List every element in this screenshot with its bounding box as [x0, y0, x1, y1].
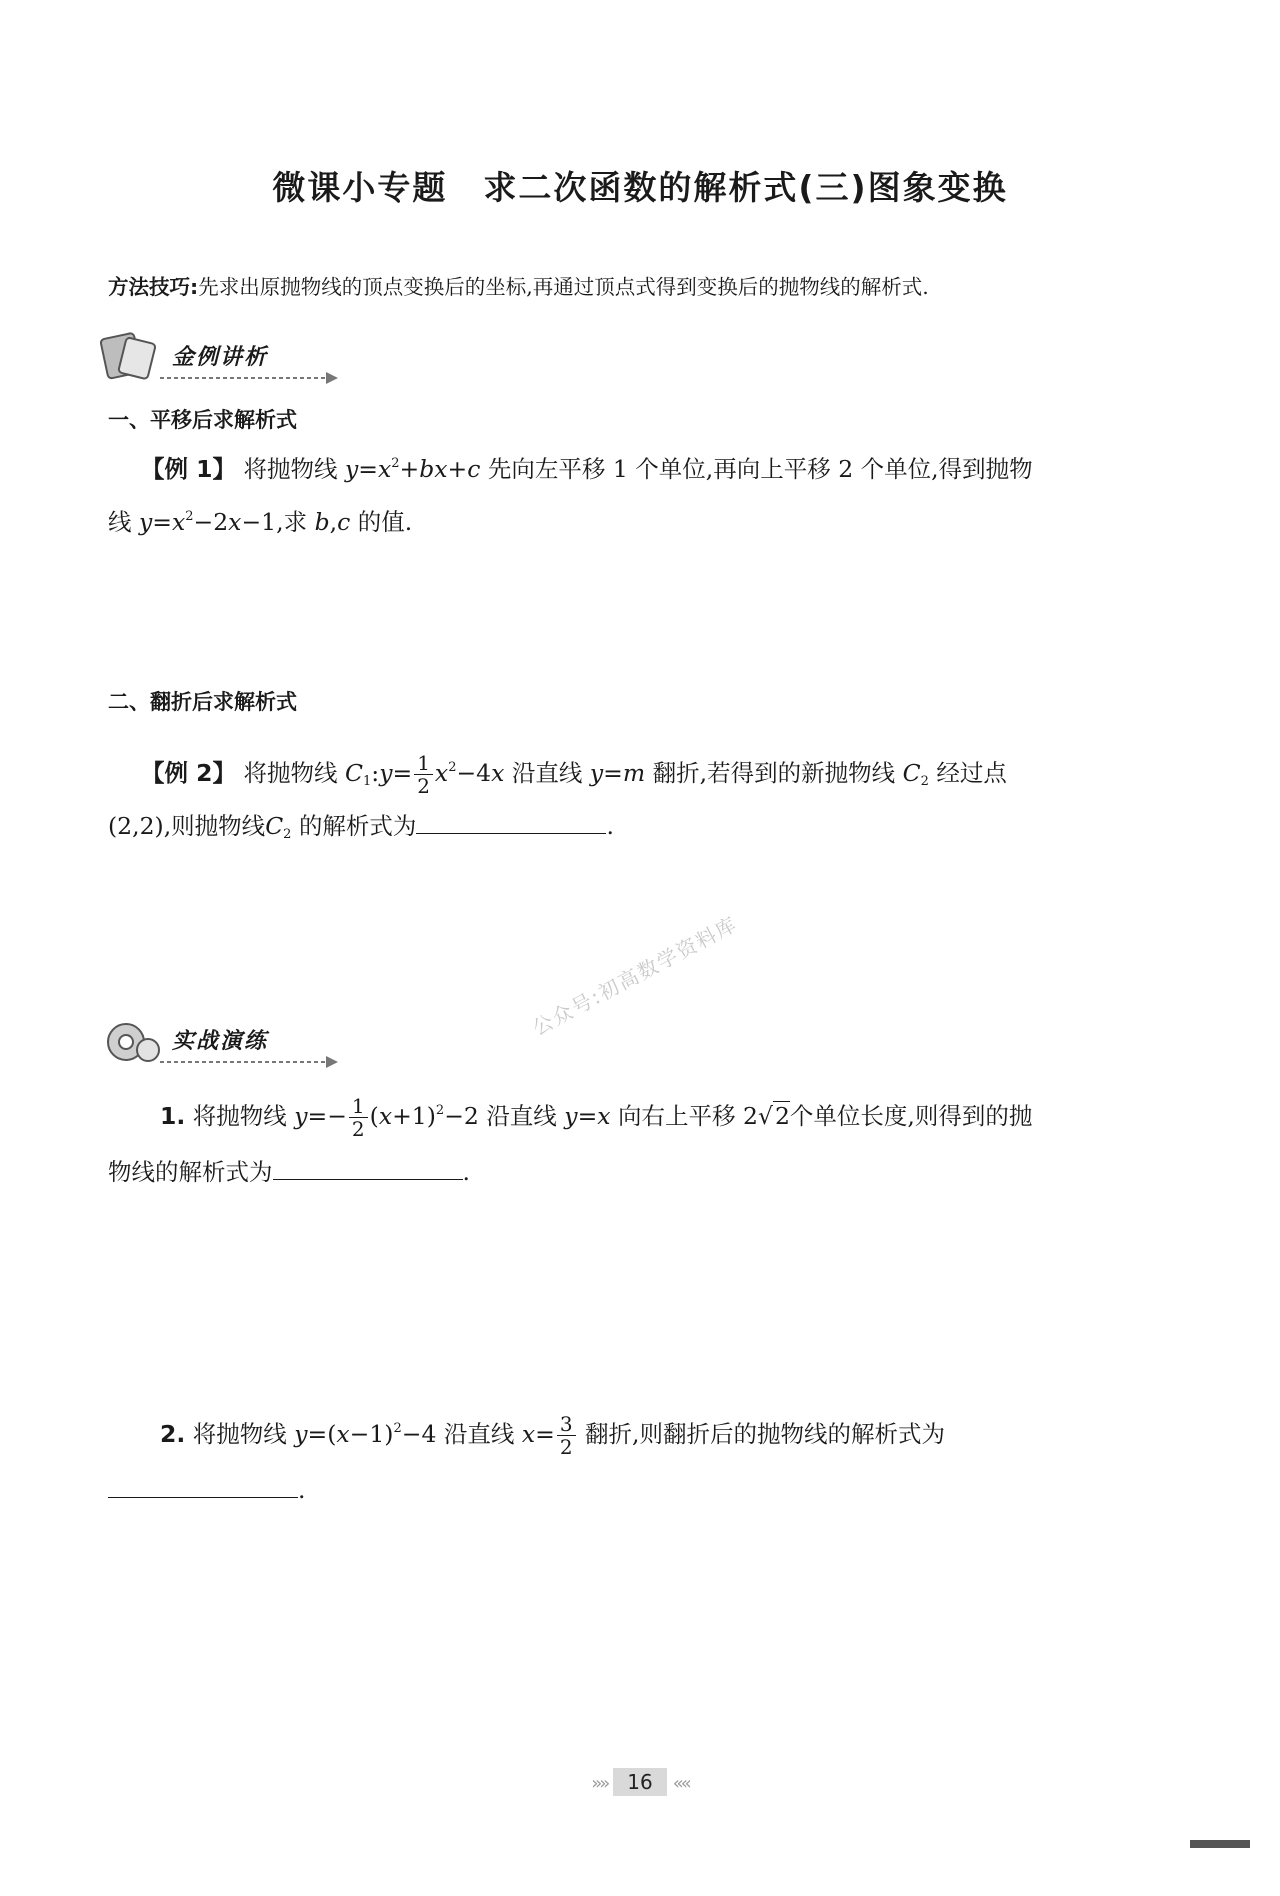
question-2-number: 2.	[160, 1420, 186, 1448]
example-2-text-6: 的解析式为	[298, 812, 417, 840]
question-1-text-5: 物线的解析式为	[108, 1158, 273, 1186]
page-title	[0, 162, 1280, 209]
tip-label: 方法技巧:	[108, 275, 199, 299]
answer-blank[interactable]	[416, 807, 606, 834]
question-2-text: 将抛物线	[192, 1420, 287, 1448]
example-2-text-4: 经过点	[936, 759, 1007, 787]
example-1-text-2: 先向左平移 1 个单位,再向上平移 2 个单位,得到抛物	[487, 455, 1033, 483]
question-1-text-3: 向右上平移	[618, 1102, 736, 1130]
scan-mark-icon	[1190, 1838, 1250, 1850]
question-1-text-4: 个单位长度,则得到的抛	[789, 1102, 1033, 1130]
answer-blank[interactable]	[273, 1153, 463, 1180]
example-1-text-5: 的值.	[357, 508, 413, 536]
page-number-value: 16	[613, 1768, 666, 1796]
banner-practice	[100, 1012, 340, 1072]
section-flip-heading: 二、翻折后求解析式	[108, 690, 297, 714]
example-2-text-2: 沿直线	[511, 759, 583, 787]
example-2-text-3: 翻折,若得到的新抛物线	[652, 759, 896, 787]
example-2-text: 将抛物线	[243, 759, 338, 787]
example-1-text-3: 线	[108, 508, 132, 536]
example-1-text-4: ,求	[276, 508, 308, 536]
title-series: 微课小专题	[272, 168, 448, 207]
question-1-text-2: 沿直线	[486, 1102, 557, 1130]
banner-practice-label: 实战演练	[172, 1029, 269, 1054]
banner-example-label: 金例讲析	[172, 345, 269, 370]
right-arrows-icon: »»	[591, 1773, 608, 1794]
example-2-label: 【例 2】	[141, 759, 237, 787]
example-2: 【例 2】 将抛物线 $C_1:y=$ $\frac{1}{2}$ $x^2-4x$ 沿直线 y=m 翻折,若得到的新抛物线 $C_2$ 经过点 (2,2),则抛物线$C_2$ 的解析式为 .	[108, 751, 1007, 842]
question-2: 2. 将抛物线 $y=(x-1)^2-4$ 沿直线 x= $\frac{3}{2}$ 翻折,则翻折后的抛物线的解析式为 .	[108, 1400, 1208, 1514]
example-1-text: 将抛物线	[243, 455, 338, 483]
example-2-text-5: (2,2),则抛物线	[108, 812, 266, 840]
question-1: 1. 将抛物线 y=− $\frac{1}{2}$ $(x+1)^2-2$ 沿直线 y=x 向右上平移 2√2个单位长度,则得到的抛 物线的解析式为 .	[108, 1094, 1033, 1186]
title-topic: 求二次函数的解析式(三)图象变换	[483, 168, 1008, 207]
watermark: 公众号:初高数学资料库	[528, 911, 742, 1041]
question-2-text-2: 沿直线	[443, 1420, 515, 1448]
example-1: 【例 1】 将抛物线 $y=x^2+bx+c$ 先向左平移 1 个单位,再向上平移 2 个单位,得到抛物 线 $y=x^2-2x-1$,求 b,c 的值.	[108, 455, 1033, 536]
tip-text: 先求出原抛物线的顶点变换后的坐标,再通过顶点式得到变换后的抛物线的解析式.	[198, 275, 929, 299]
question-2-text-3: 翻折,则翻折后的抛物线的解析式为	[585, 1420, 946, 1448]
method-tip	[108, 270, 929, 300]
section-translation-heading: 一、平移后求解析式	[108, 408, 297, 432]
banner-example	[100, 328, 340, 388]
answer-blank[interactable]	[108, 1471, 298, 1498]
left-arrows-icon: ««	[672, 1773, 689, 1794]
question-1-number: 1.	[160, 1102, 186, 1130]
question-1-text: 将抛物线	[192, 1102, 287, 1130]
page-number	[0, 1770, 1280, 1794]
example-1-label: 【例 1】	[141, 455, 237, 483]
